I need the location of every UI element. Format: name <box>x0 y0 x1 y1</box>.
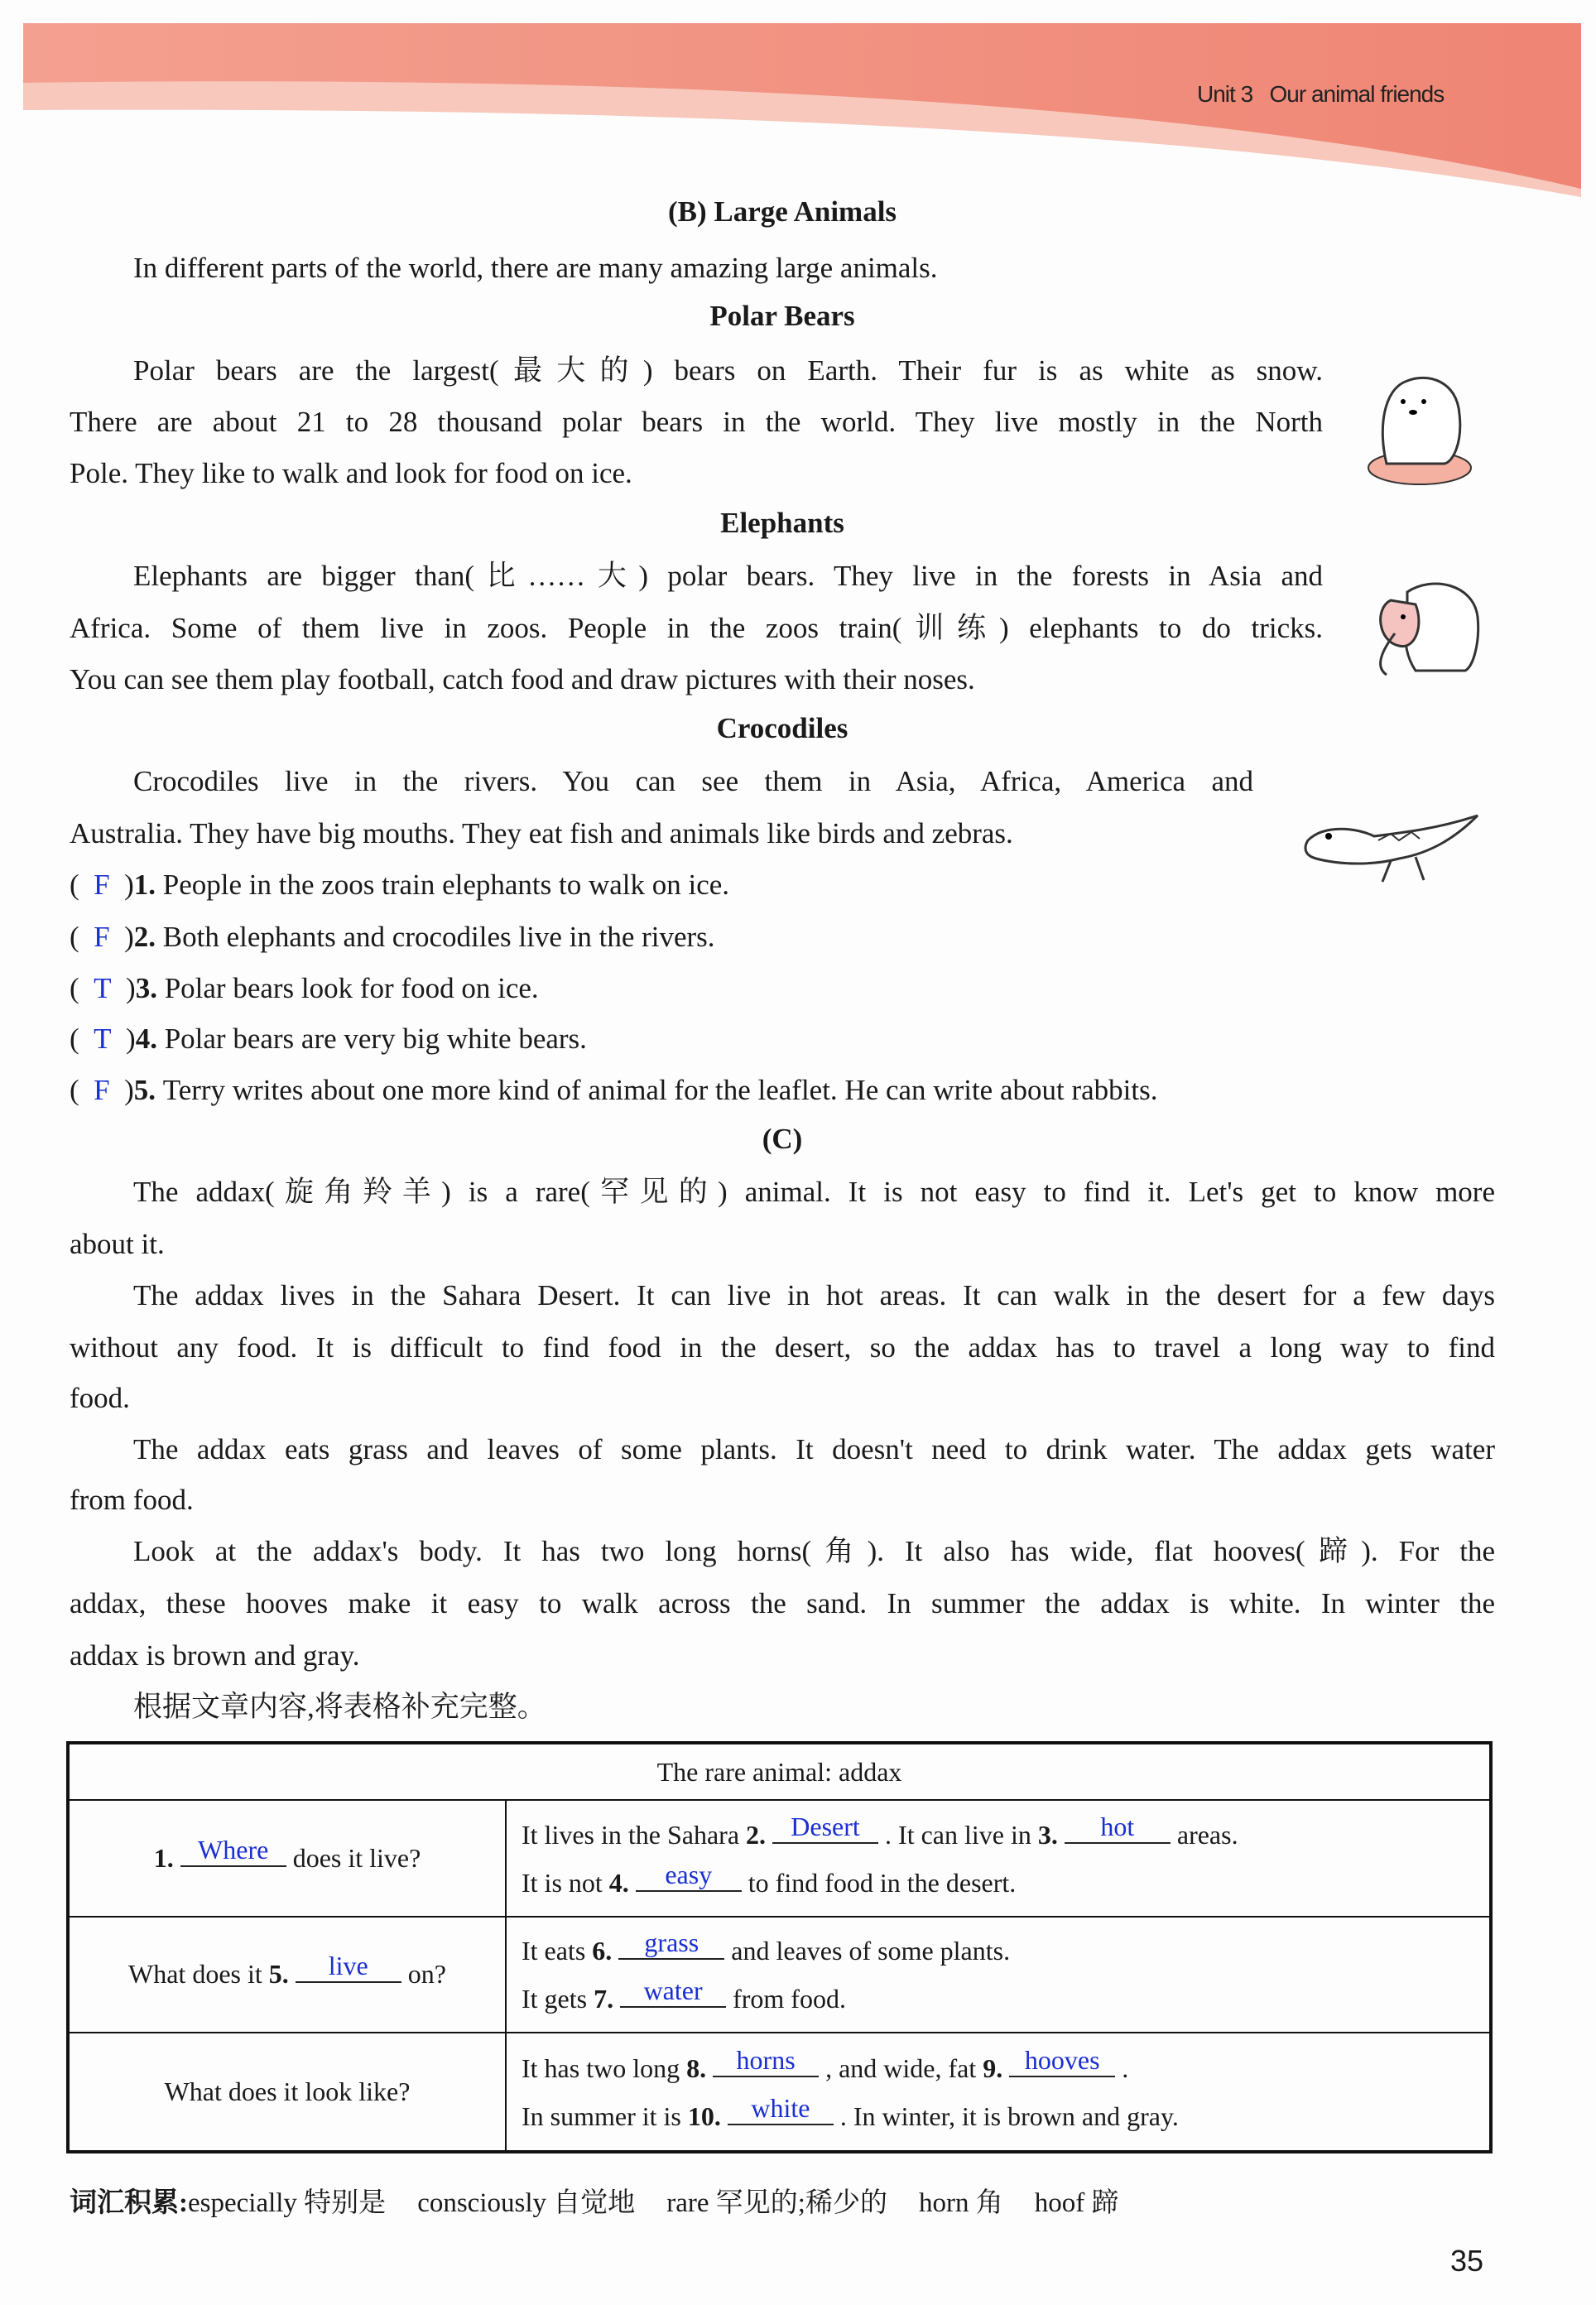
cell-text: It has two long <box>522 2052 680 2083</box>
tf-answer[interactable]: F <box>94 869 110 901</box>
answer-blank[interactable]: white <box>728 2092 834 2125</box>
crocodile-illustration <box>1300 807 1486 890</box>
elephants-title: Elephants <box>720 507 844 539</box>
tf-question: ( F )1. People in the zoos train elephants to walk on ice. <box>70 869 730 901</box>
table-question-cell <box>68 1800 506 1917</box>
crocodiles-title: Crocodiles <box>716 712 848 744</box>
question-text: on? <box>407 1959 446 1989</box>
vocab-item: hoof 蹄 <box>1034 2188 1119 2218</box>
instruction: 根据文章内容,将表格补充完整。 <box>133 1691 546 1723</box>
cell-text: . <box>1122 2052 1129 2083</box>
blank-number: 10. <box>687 2100 721 2131</box>
polar-title: Polar Bears <box>709 300 855 332</box>
text-line: The addax eats grass and leaves of some plants. It doesn't need to drink water. The addax gets water <box>133 1433 1495 1465</box>
blank-number: 8. <box>686 2052 707 2083</box>
table-question-cell <box>68 1917 506 2033</box>
text-line: Look at the addax's body. It has two long horns(角). It also has wide, flat hooves(蹄). For the <box>133 1535 1495 1567</box>
answer-blank[interactable]: easy <box>636 1859 742 1892</box>
vocab-item: consciously 自觉地 <box>417 2188 636 2218</box>
table-answer-cell <box>506 1917 1491 2033</box>
answer-blank[interactable]: Where <box>180 1834 286 1867</box>
answer-blank[interactable]: water <box>620 1975 726 2008</box>
blank-number: 1. <box>153 1842 174 1873</box>
cell-text: to find food in the desert. <box>748 1867 1017 1898</box>
text-line: The addax(旋角羚羊) is a rare(罕见的) animal. It is not easy to find it. Let's get to know more <box>133 1176 1495 1208</box>
text-line: about it. <box>70 1228 165 1260</box>
blank-number: 4. <box>608 1867 629 1898</box>
tf-answer[interactable]: F <box>94 1074 110 1106</box>
section-b-title: (B) Large Animals <box>667 195 897 228</box>
intro-line: In different parts of the world, there are many amazing large animals. <box>133 252 938 284</box>
question-text: Both elephants and crocodiles live in the rivers. <box>162 921 715 953</box>
text-line: Australia. They have big mouths. They eat fish and animals like birds and zebras. <box>70 817 1013 849</box>
polar-bear-illustration <box>1362 364 1478 488</box>
cell-text: from food. <box>733 1984 846 2014</box>
vocab-item: horn 角 <box>918 2188 1003 2218</box>
tf-answer[interactable]: F <box>94 921 110 953</box>
unit-label: Unit 3 <box>1197 81 1253 107</box>
blank-number: 7. <box>594 1984 614 2014</box>
question-text: People in the zoos train elephants to walk on ice. <box>162 869 730 901</box>
cell-text: In summer it is <box>522 2100 681 2131</box>
vocab-item: rare 罕见的;稀少的 <box>666 2188 887 2218</box>
running-header <box>1197 81 1444 108</box>
blank-number: 6. <box>592 1936 613 1966</box>
text-line: Polar bears are the largest(最大的) bears on Earth. Their fur is as white as snow. <box>133 354 1323 387</box>
table-answer-cell <box>506 1800 1491 1917</box>
answer-blank[interactable]: live <box>296 1950 401 1983</box>
cell-text: , and wide, fat <box>825 2052 977 2083</box>
answer-blank[interactable]: Desert <box>772 1811 878 1844</box>
answer-blank[interactable]: hooves <box>1009 2044 1115 2077</box>
question-text: Terry writes about one more kind of animal for the leaflet. He can write about rabbits. <box>162 1074 1158 1106</box>
table-answer-cell <box>506 2033 1491 2152</box>
question-text: Polar bears look for food on ice. <box>164 972 539 1004</box>
text-line: Africa. Some of them live in zoos. People in the zoos train(训练) elephants to do tricks. <box>70 612 1323 644</box>
vocabulary-box <box>70 2181 1150 2220</box>
question-number: 3. <box>135 972 157 1004</box>
answer-blank[interactable]: grass <box>618 1927 724 1960</box>
question-text: does it live? <box>292 1842 421 1873</box>
text-line: addax, these hooves make it easy to walk across the sand. In summer the addax is white. In winter the <box>70 1587 1495 1619</box>
question-text: What does it <box>128 1959 262 1989</box>
addax-table <box>66 1741 1493 2153</box>
table-header: The rare animal: addax <box>68 1743 1491 1800</box>
vocab-label: 词汇积累: <box>70 2188 188 2218</box>
table-question-cell: What does it look like? <box>68 2033 506 2152</box>
blank-number: 5. <box>268 1959 289 1989</box>
text-line: from food. <box>70 1484 194 1516</box>
text-line: You can see them play football, catch food and draw pictures with their noses. <box>70 663 975 695</box>
question-number: 2. <box>133 921 156 953</box>
blank-number: 3. <box>1037 1819 1058 1850</box>
tf-question: ( T )3. Polar bears look for food on ice. <box>70 972 539 1004</box>
cell-text: It gets <box>522 1984 588 2014</box>
text-line: The addax lives in the Sahara Desert. It can live in hot areas. It can walk in the desert for a few days <box>133 1279 1495 1311</box>
page-number: 35 <box>1450 2244 1484 2278</box>
section-c-title: (C) <box>762 1123 803 1155</box>
text-line: addax is brown and gray. <box>70 1639 360 1672</box>
tf-question: ( T )4. Polar bears are very big white bears. <box>70 1023 587 1055</box>
vocab-item: especially 特别是 <box>188 2188 387 2218</box>
answer-blank[interactable]: hot <box>1065 1811 1171 1844</box>
header-band <box>23 23 1581 197</box>
tf-answer[interactable]: T <box>94 972 112 1004</box>
cell-text: . It can live in <box>885 1819 1031 1850</box>
cell-text: areas. <box>1176 1819 1238 1850</box>
cell-text: It eats <box>522 1936 586 1966</box>
question-number: 1. <box>133 869 156 901</box>
text-line: food. <box>70 1382 130 1414</box>
answer-blank[interactable]: horns <box>713 2044 819 2077</box>
tf-question: ( F )5. Terry writes about one more kind of animal for the leaflet. He can write about rabbits. <box>70 1074 1158 1106</box>
cell-text: It is not <box>522 1867 603 1898</box>
cell-text: . In winter, it is brown and gray. <box>839 2100 1179 2131</box>
text-line: Elephants are bigger than(比……大) polar bears. They live in the forests in Asia and <box>133 560 1323 592</box>
text-line: There are about 21 to 28 thousand polar bears in the world. They live mostly in the North <box>70 406 1323 438</box>
text-line: Crocodiles live in the rivers. You can see them in Asia, Africa, America and <box>133 765 1253 797</box>
question-number: 5. <box>133 1074 156 1106</box>
text-line: without any food. It is difficult to find food in the desert, so the addax has to travel a long way to find <box>70 1331 1495 1364</box>
cell-text: It lives in the Sahara <box>522 1819 740 1850</box>
blank-number: 2. <box>746 1819 767 1850</box>
blank-number: 9. <box>983 2052 1003 2083</box>
question-text: Polar bears are very big white bears. <box>164 1023 587 1055</box>
text-line: Pole. They like to walk and look for food on ice. <box>70 457 632 489</box>
elephant-illustration <box>1358 567 1490 691</box>
unit-title: Our animal friends <box>1269 81 1445 107</box>
question-number: 4. <box>135 1023 157 1055</box>
cell-text: and leaves of some plants. <box>731 1936 1011 1966</box>
tf-question: ( F )2. Both elephants and crocodiles live in the rivers. <box>70 921 715 953</box>
tf-answer[interactable]: T <box>94 1023 112 1055</box>
